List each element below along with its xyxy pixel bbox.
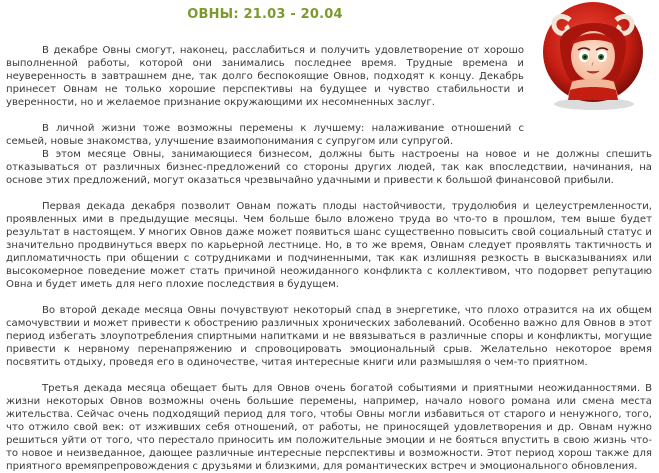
paragraph-intro: В декабре Овны смогут, наконец, расслабиться и получить удовлетворение от хорошо выполненной работы, которой они занимались последнее время. Трудные времена и неуверенность в завтрашнем дне, так долго беспокоящие Овнов, подходят к концу. Декабрь принесет Овнам не только хорошие перспективы на будущее и чувство стабильности и уверенности, но и желаемое признание окружающими их несомненных заслуг. xyxy=(6,45,524,108)
horoscope-text xyxy=(6,44,652,473)
paragraph-personal-life: В личной жизни тоже возможны перемены к лучшему: налаживание отношений с семьей, новые знакомства, улучшение взаимопонимания с супругом или супругой. xyxy=(6,123,524,147)
paragraph-second-decade: Во второй декаде месяца Овны почувствуют некоторый спад в энергетике, что плохо отразится на их общем самочувствии и может привести к обострению различных хронических заболеваний. Особенно важно для Овнов в этот период избегать злоупотребления спиртными напитками и не ввязываться в различные споры и конфликты, могущие привести к нервному перенапряжению и спровоцировать эмоциональный срыв. Желательно некоторое время посвятить отдыху, проведя его в одиночестве, читая интересные книги или размышляя о чем-то приятном. xyxy=(6,305,652,368)
paragraph-third-decade: Третья декада месяца обещает быть для Овнов очень богатой событиями и приятными неожиданностями. В жизни некоторых Овнов возможны очень большие перемены, например, начало нового романа или смена места жительства. Сейчас очень подходящий период для того, чтобы Овны могли избавиться от старого и ненужного, того, что отжило свой век: от изживших себя отношений, от работы, не приносящей удовлетворения и др. Овнам нужно решиться уйти от того, что перестало приносить им положительные эмоции и не бояться впустить в свою жизнь что-то новое и неизведанное, дающее различные интересные перспективы и возможности. Этот период хорош также для приятного времяпрепровождения с друзьями и близкими, для романтических встреч и эмоционального обновления. xyxy=(6,383,652,472)
paragraph-business: В этом месяце Овны, занимающиеся бизнесом, должны быть настроены на новое и не должны спешить отказываться от различных бизнес-предложений со стороны других людей, так как впоследствии, начинания, на основе этих предложений, могут оказаться чрезвычайно удачными и привести к большой финансовой прибыли. xyxy=(6,149,652,186)
page-title: ОВНЫ: 21.03 - 20.04 xyxy=(187,7,343,22)
paragraph-first-decade: Первая декада декабря позволит Овнам пожать плоды настойчивости, трудолюбия и целеустремленности, проявленных ими в предыдущие месяцы. Чем больше было вложено труда во что-то в прошлом, тем выше будет результат в настоящем. У многих Овнов даже может появиться шанс существенно повысить свой социальный статус и значительно продвинуться вверх по карьерной лестнице. Но, в то же время, Овнам следует проявлять тактичность и дипломатичность при общении с сотрудниками и подчиненными, так как излишняя резкость в высказываниях или высокомерное поведение может стать причиной неожиданного конфликта с коллективом, что подорвет репутацию Овна и будет иметь для него плохие последствия в будущем. xyxy=(6,201,652,290)
